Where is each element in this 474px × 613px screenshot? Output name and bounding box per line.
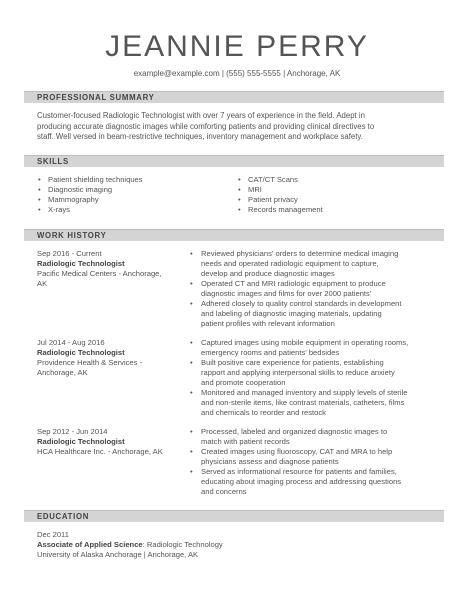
duty-line: • Adhered closely to quality control standards in development xyxy=(201,299,402,308)
duty-line: • Captured images using mobile equipment in operating rooms, xyxy=(201,338,409,347)
summary-text xyxy=(37,111,447,143)
education-degree-line xyxy=(37,540,437,550)
skill-item: • CAT/CT Scans xyxy=(237,175,417,185)
section-title-skills: SKILLS xyxy=(37,157,69,166)
duty-line: develop and produce diagnostic images xyxy=(201,269,335,278)
duty-line: • Created images using fluoroscopy, CAT and MRA to help xyxy=(201,447,393,456)
job-duties-1 xyxy=(188,249,450,329)
education-entry xyxy=(37,530,437,560)
education-date: Dec 2011 xyxy=(37,530,69,539)
duty-item xyxy=(188,249,450,279)
job-title: Radiologic Technologist xyxy=(37,259,125,268)
job-title: Radiologic Technologist xyxy=(37,348,125,357)
duty-line: patient profiles with relevant information xyxy=(201,319,335,328)
job-duties-2 xyxy=(188,338,450,418)
job-employer: Anchorage, AK xyxy=(37,368,88,377)
section-bar-summary xyxy=(24,91,444,103)
duty-line: • Built positive care experience for patients, establishing xyxy=(201,358,384,367)
summary-line: producing accurate diagnostic images while comforting patients and providing clinical directives to xyxy=(37,121,375,131)
job-duties-3 xyxy=(188,427,450,497)
skills-list-right xyxy=(237,175,417,215)
job-dates: Sep 2016 - Current xyxy=(37,249,102,258)
duty-line: and promote cooperation xyxy=(201,378,286,387)
duty-item xyxy=(188,467,450,497)
duty-line: • Processed, labeled and organized diagnostic images to xyxy=(201,427,388,436)
education-field: : Radiologic Technology xyxy=(142,540,223,549)
section-bar-education xyxy=(24,510,444,522)
duty-line: physicians assess and diagnose patients xyxy=(201,457,339,466)
education-school: University of Alaska Anchorage | Anchorage, AK xyxy=(37,550,199,559)
skill-item: • Mammography xyxy=(37,195,217,205)
candidate-name: JEANNIE PERRY xyxy=(105,30,369,63)
duty-line: • Served as informational resource for patients and families, xyxy=(201,467,397,476)
duty-line: and concerns xyxy=(201,487,247,496)
skill-item: • Patient shielding techniques xyxy=(37,175,217,185)
section-title-education: EDUCATION xyxy=(37,512,90,521)
duty-line: and non-sterile items, like contrast materials, catheters, films xyxy=(201,398,405,407)
summary-line: Customer-focused Radiologic Technologist with over 7 years of experience in the field. Adept in xyxy=(37,111,365,120)
duty-item xyxy=(188,299,450,329)
job-dates: Sep 2012 - Jun 2014 xyxy=(37,427,108,436)
duty-line: • Monitored and managed inventory and supply levels of sterile xyxy=(201,388,408,397)
job-entry-1 xyxy=(37,249,202,289)
duty-line: emergency rooms and patients' bedsides xyxy=(201,348,340,357)
skill-item: • MRI xyxy=(237,185,417,195)
skill-item: • Patient privacy xyxy=(237,195,417,205)
job-employer: Pacific Medical Centers - Anchorage, xyxy=(37,269,162,278)
duty-line: match with patient records xyxy=(201,437,290,446)
section-bar-skills xyxy=(24,155,444,167)
duty-item xyxy=(188,427,450,447)
section-title-summary: PROFESSIONAL SUMMARY xyxy=(37,93,155,102)
skill-item: • X-rays xyxy=(37,205,217,215)
duty-line: educating about imaging process and addressing questions xyxy=(201,477,402,486)
section-title-work: WORK HISTORY xyxy=(37,231,107,240)
duty-line: diagnostic images and films for over 2000 patients' xyxy=(201,289,372,298)
job-entry-3 xyxy=(37,427,202,457)
skills-list-left xyxy=(37,175,217,215)
duty-line: and chemicals to reorder and restock xyxy=(201,408,326,417)
education-degree: Associate of Applied Science xyxy=(37,540,143,549)
duty-line: needs and operated radiologic equipment to capture, xyxy=(201,259,379,268)
duty-line: rapport and applying interpersonal skills to reduce anxiety xyxy=(201,368,395,377)
job-employer: AK xyxy=(37,279,48,288)
section-bar-work xyxy=(24,229,444,241)
skill-item: • Diagnostic imaging xyxy=(37,185,217,195)
job-entry-2 xyxy=(37,338,202,378)
duty-item xyxy=(188,358,450,388)
contact-info: example@example.com | (555) 555-5555 | Anchorage, AK xyxy=(133,69,341,78)
summary-line: staff. Well versed in beam-restrictive techniques, inventory management and workplace safety. xyxy=(37,132,363,141)
skill-item: • Records management xyxy=(237,205,417,215)
duty-line: • Reviewed physicians' orders to determine medical imaging xyxy=(201,249,399,258)
duty-item xyxy=(188,338,450,358)
job-dates: Jul 2014 - Aug 2016 xyxy=(37,338,105,347)
job-employer: Providence Health & Services - xyxy=(37,358,143,367)
duty-line: and labeling of diagnostic imaging materials, updating xyxy=(201,309,382,318)
duty-item xyxy=(188,388,450,418)
duty-item xyxy=(188,279,450,299)
duty-line: • Operated CT and MRI radiologic equipment to produce xyxy=(201,279,386,288)
duty-item xyxy=(188,447,450,467)
job-title: Radiologic Technologist xyxy=(37,437,125,446)
job-employer: HCA Healthcare Inc. - Anchorage, AK xyxy=(37,447,163,456)
